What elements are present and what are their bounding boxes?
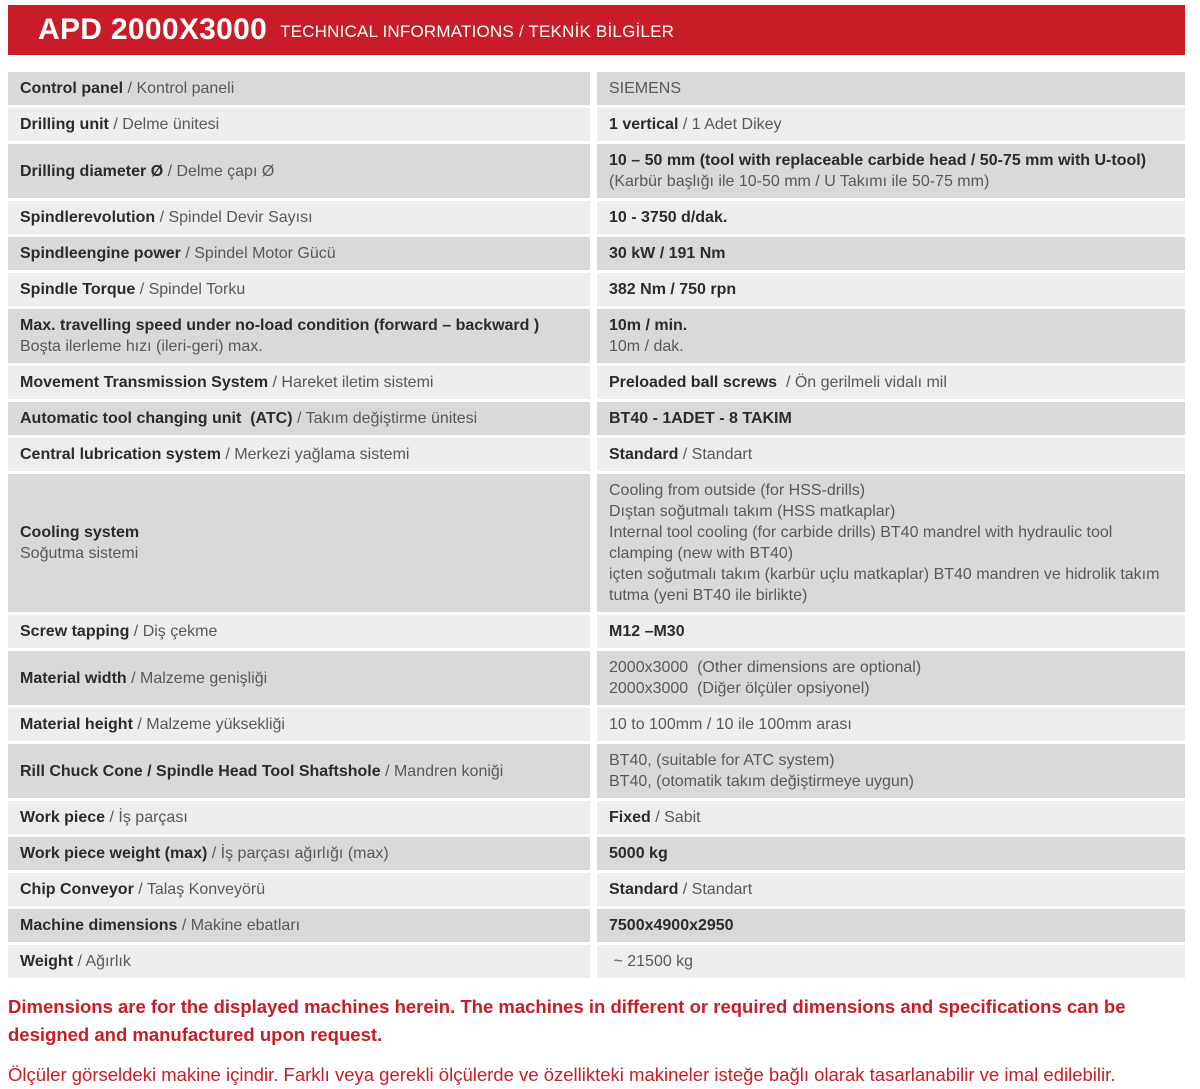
- text-line: [609, 564, 1173, 606]
- text-segment: Spindlerevolution: [20, 209, 156, 226]
- table-row: [8, 801, 1185, 834]
- text-line: [609, 621, 1173, 642]
- spec-value: [597, 273, 1185, 306]
- text-line: [609, 444, 1173, 465]
- text-line: [609, 501, 1173, 522]
- text-segment: / Malzeme genişliği: [126, 669, 268, 687]
- text-segment: 10m / min.: [609, 317, 688, 334]
- table-row: [8, 873, 1185, 906]
- text-line: [20, 543, 578, 564]
- table-row: [8, 945, 1185, 978]
- text-line: [609, 78, 1173, 99]
- text-segment: Internal tool cooling (for carbide drills) BT40 mandrel with hydraulic tool clamping (new with BT40): [609, 524, 1117, 562]
- text-segment: / Hareket iletim sistemi: [268, 374, 434, 391]
- spec-value: [597, 237, 1185, 270]
- text-segment: / Takım değiştirme ünitesi: [292, 410, 478, 427]
- text-line: [609, 150, 1173, 192]
- text-segment: Work piece weight (max): [20, 845, 208, 862]
- text-segment: Work piece: [20, 809, 106, 826]
- text-segment: Drilling diameter Ø: [20, 162, 164, 180]
- text-segment: 382 Nm / 750 rpn: [609, 281, 737, 298]
- text-segment: Automatic tool changing unit (ATC): [20, 410, 293, 427]
- spec-label: [8, 273, 590, 306]
- text-segment: Standard: [609, 881, 679, 898]
- table-row: [8, 273, 1185, 306]
- table-row: [8, 474, 1185, 612]
- spec-table: [8, 72, 1185, 978]
- text-line: [609, 279, 1173, 300]
- text-segment: Material width: [20, 669, 127, 687]
- spec-label: [8, 72, 590, 105]
- spec-label: [8, 366, 590, 399]
- table-row: [8, 108, 1185, 141]
- spec-label: [8, 873, 590, 906]
- text-line: [20, 843, 578, 864]
- text-segment: BT40 - 1ADET - 8 TAKIM: [609, 410, 792, 427]
- text-segment: Material height: [20, 716, 133, 733]
- spec-label: [8, 744, 590, 798]
- table-row: [8, 366, 1185, 399]
- text-segment: / Mandren koniği: [380, 762, 504, 780]
- text-segment: Cooling from outside (for HSS-drills): [609, 482, 866, 499]
- spec-label: [8, 801, 590, 834]
- text-segment: Cooling system: [20, 524, 140, 541]
- table-row: [8, 201, 1185, 234]
- text-line: [20, 714, 578, 735]
- text-segment: Boşta ilerleme hızı (ileri-geri) max.: [20, 338, 263, 355]
- text-line: [20, 372, 578, 393]
- spec-value: [597, 72, 1185, 105]
- text-line: [20, 621, 578, 642]
- text-segment: 10 to 100mm / 10 ile 100mm arası: [609, 716, 852, 733]
- text-line: [609, 714, 1173, 735]
- text-line: [609, 408, 1173, 429]
- text-segment: 7500x4900x2950: [609, 917, 734, 934]
- text-segment: 2000x3000 (Other dimensions are optional): [609, 659, 922, 676]
- text-line: [20, 114, 578, 135]
- text-line: [609, 315, 1173, 336]
- text-segment: Chip Conveyor: [20, 881, 134, 898]
- text-segment: / İş parçası ağırlığı (max): [207, 845, 389, 862]
- text-segment: / Ağırlık: [73, 953, 131, 970]
- footnote-english: Dimensions are for the displayed machines herein. The machines in different or required dimensions and specifications can be designed and manufactured upon request.: [8, 996, 1126, 1045]
- spec-value: [597, 708, 1185, 741]
- text-line: [609, 114, 1173, 135]
- text-segment: 30 kW / 191 Nm: [609, 245, 726, 262]
- spec-value: [597, 438, 1185, 471]
- text-line: [20, 315, 578, 336]
- text-segment: 10m / dak.: [609, 338, 684, 355]
- spec-label: [8, 309, 590, 363]
- text-line: [609, 951, 1173, 972]
- text-segment: Central lubrication system: [20, 446, 221, 463]
- text-line: [609, 750, 1173, 771]
- text-line: [609, 771, 1173, 792]
- text-line: [20, 951, 578, 972]
- text-segment: Dıştan soğutmalı takım (HSS matkaplar): [609, 503, 896, 520]
- text-line: [609, 657, 1173, 678]
- spec-label: [8, 945, 590, 978]
- text-line: [20, 408, 578, 429]
- spec-value: [597, 108, 1185, 141]
- text-line: [609, 207, 1173, 228]
- text-segment: / Sabit: [650, 809, 701, 826]
- text-line: [609, 807, 1173, 828]
- spec-value: [597, 474, 1185, 612]
- text-segment: / Kontrol paneli: [123, 80, 235, 97]
- text-segment: Screw tapping: [20, 623, 130, 640]
- text-segment: 10 - 3750 d/dak.: [609, 209, 728, 226]
- spec-value: [597, 873, 1185, 906]
- text-line: [609, 843, 1173, 864]
- table-row: [8, 438, 1185, 471]
- text-line: [20, 879, 578, 900]
- text-segment: Rill Chuck Cone / Spindle Head Tool Shaftshole: [20, 762, 381, 780]
- spec-value: [597, 909, 1185, 942]
- text-line: [20, 915, 578, 936]
- text-segment: / Spindel Torku: [135, 281, 246, 298]
- text-segment: 1 vertical: [609, 116, 679, 133]
- text-segment: BT40, (suitable for ATC system): [609, 752, 835, 769]
- text-line: [20, 207, 578, 228]
- text-segment: M12 –M30: [609, 623, 685, 640]
- text-segment: / Delme ünitesi: [108, 116, 220, 133]
- text-line: [609, 243, 1173, 264]
- text-line: [20, 78, 578, 99]
- text-segment: Movement Transmission System: [20, 374, 269, 391]
- table-row: [8, 651, 1185, 705]
- text-line: [609, 879, 1173, 900]
- text-line: [609, 372, 1173, 393]
- text-segment: / Spindel Devir Sayısı: [155, 209, 313, 226]
- text-segment: / Standart: [678, 446, 753, 463]
- text-line: [20, 161, 578, 182]
- spec-value: [597, 744, 1185, 798]
- text-segment: / Diş çekme: [129, 623, 218, 640]
- spec-value: [597, 651, 1185, 705]
- text-segment: / Delme çapı Ø: [163, 162, 275, 180]
- spec-label: [8, 474, 590, 612]
- text-segment: Soğutma sistemi: [20, 545, 139, 562]
- spec-label: [8, 108, 590, 141]
- spec-label: [8, 651, 590, 705]
- spec-label: [8, 615, 590, 648]
- text-segment: / Makine ebatları: [177, 917, 301, 934]
- text-segment: / Talaş Konveyörü: [133, 881, 266, 898]
- footnote-turkish: Ölçüler görseldeki makine içindir. Farklı veya gerekli ölçülerde ve özellikteki makineler isteğe bağlı olarak tasarlanabilir ve imal edilebilir.: [8, 1064, 1116, 1085]
- text-segment: 2000x3000 (Diğer ölçüler opsiyonel): [609, 680, 870, 697]
- text-segment: 10 – 50 mm (tool with replaceable carbide head / 50-75 mm with U-tool): [609, 152, 1147, 169]
- text-segment: Weight: [20, 953, 74, 970]
- table-row: [8, 744, 1185, 798]
- text-segment: Preloaded ball screws: [609, 374, 778, 391]
- table-row: [8, 72, 1185, 105]
- spec-value: [597, 945, 1185, 978]
- text-segment: Spindleengine power: [20, 245, 181, 262]
- text-segment: Control panel: [20, 80, 124, 97]
- text-segment: / Merkezi yağlama sistemi: [220, 446, 410, 463]
- spec-label: [8, 237, 590, 270]
- text-segment: / Spindel Motor Gücü: [180, 245, 336, 262]
- table-row: [8, 708, 1185, 741]
- spec-label: [8, 144, 590, 198]
- spec-value: [597, 402, 1185, 435]
- spec-label: [8, 402, 590, 435]
- table-row: [8, 402, 1185, 435]
- spec-label: [8, 201, 590, 234]
- header-band: [8, 5, 1185, 55]
- text-segment: ~ 21500 kg: [609, 953, 694, 970]
- table-row: [8, 144, 1185, 198]
- text-line: [20, 243, 578, 264]
- spec-value: [597, 615, 1185, 648]
- text-segment: Spindle Torque: [20, 281, 136, 298]
- page-subtitle: TECHNICAL INFORMATIONS / TEKNİK BİLGİLER: [280, 22, 675, 41]
- spec-value: [597, 309, 1185, 363]
- text-segment: Fixed: [609, 809, 651, 826]
- spec-value: [597, 837, 1185, 870]
- table-row: [8, 909, 1185, 942]
- spec-value: [597, 144, 1185, 198]
- text-line: [20, 522, 578, 543]
- text-line: [20, 336, 578, 357]
- spec-label: [8, 438, 590, 471]
- text-line: [609, 480, 1173, 501]
- spec-value: [597, 201, 1185, 234]
- text-segment: Standard: [609, 446, 679, 463]
- table-row: [8, 237, 1185, 270]
- table-row: [8, 615, 1185, 648]
- text-line: [609, 915, 1173, 936]
- text-segment: / Standart: [678, 881, 753, 898]
- text-line: [20, 668, 578, 689]
- text-line: [609, 678, 1173, 699]
- spec-value: [597, 366, 1185, 399]
- text-segment: içten soğutmalı takım (karbür uçlu matkaplar) BT40 mandren ve hidrolik takım tutma (yeni BT40 ile birlikte): [609, 566, 1164, 604]
- spec-label: [8, 909, 590, 942]
- spec-label: [8, 708, 590, 741]
- text-segment: / 1 Adet Dikey: [678, 116, 782, 133]
- text-segment: SIEMENS: [609, 80, 682, 97]
- text-segment: / İş parçası: [105, 809, 188, 826]
- text-line: [20, 279, 578, 300]
- text-segment: / Malzeme yüksekliği: [132, 716, 285, 733]
- text-segment: Drilling unit: [20, 116, 109, 133]
- spec-label: [8, 837, 590, 870]
- text-line: [609, 336, 1173, 357]
- text-line: [609, 522, 1173, 564]
- text-segment: Max. travelling speed under no-load condition (forward – backward ): [20, 317, 540, 334]
- table-row: [8, 309, 1185, 363]
- text-line: [20, 761, 578, 782]
- text-segment: BT40, (otomatik takım değiştirmeye uygun): [609, 773, 915, 790]
- text-line: [20, 444, 578, 465]
- table-row: [8, 837, 1185, 870]
- text-line: [20, 807, 578, 828]
- spec-value: [597, 801, 1185, 834]
- page-title: APD 2000X3000: [38, 13, 268, 46]
- text-segment: (Karbür başlığı ile 10-50 mm / U Takımı ile 50-75 mm): [609, 152, 1155, 190]
- text-segment: 5000 kg: [609, 845, 668, 862]
- text-segment: / Ön gerilmeli vidalı mil: [777, 374, 947, 391]
- text-segment: Machine dimensions: [20, 917, 178, 934]
